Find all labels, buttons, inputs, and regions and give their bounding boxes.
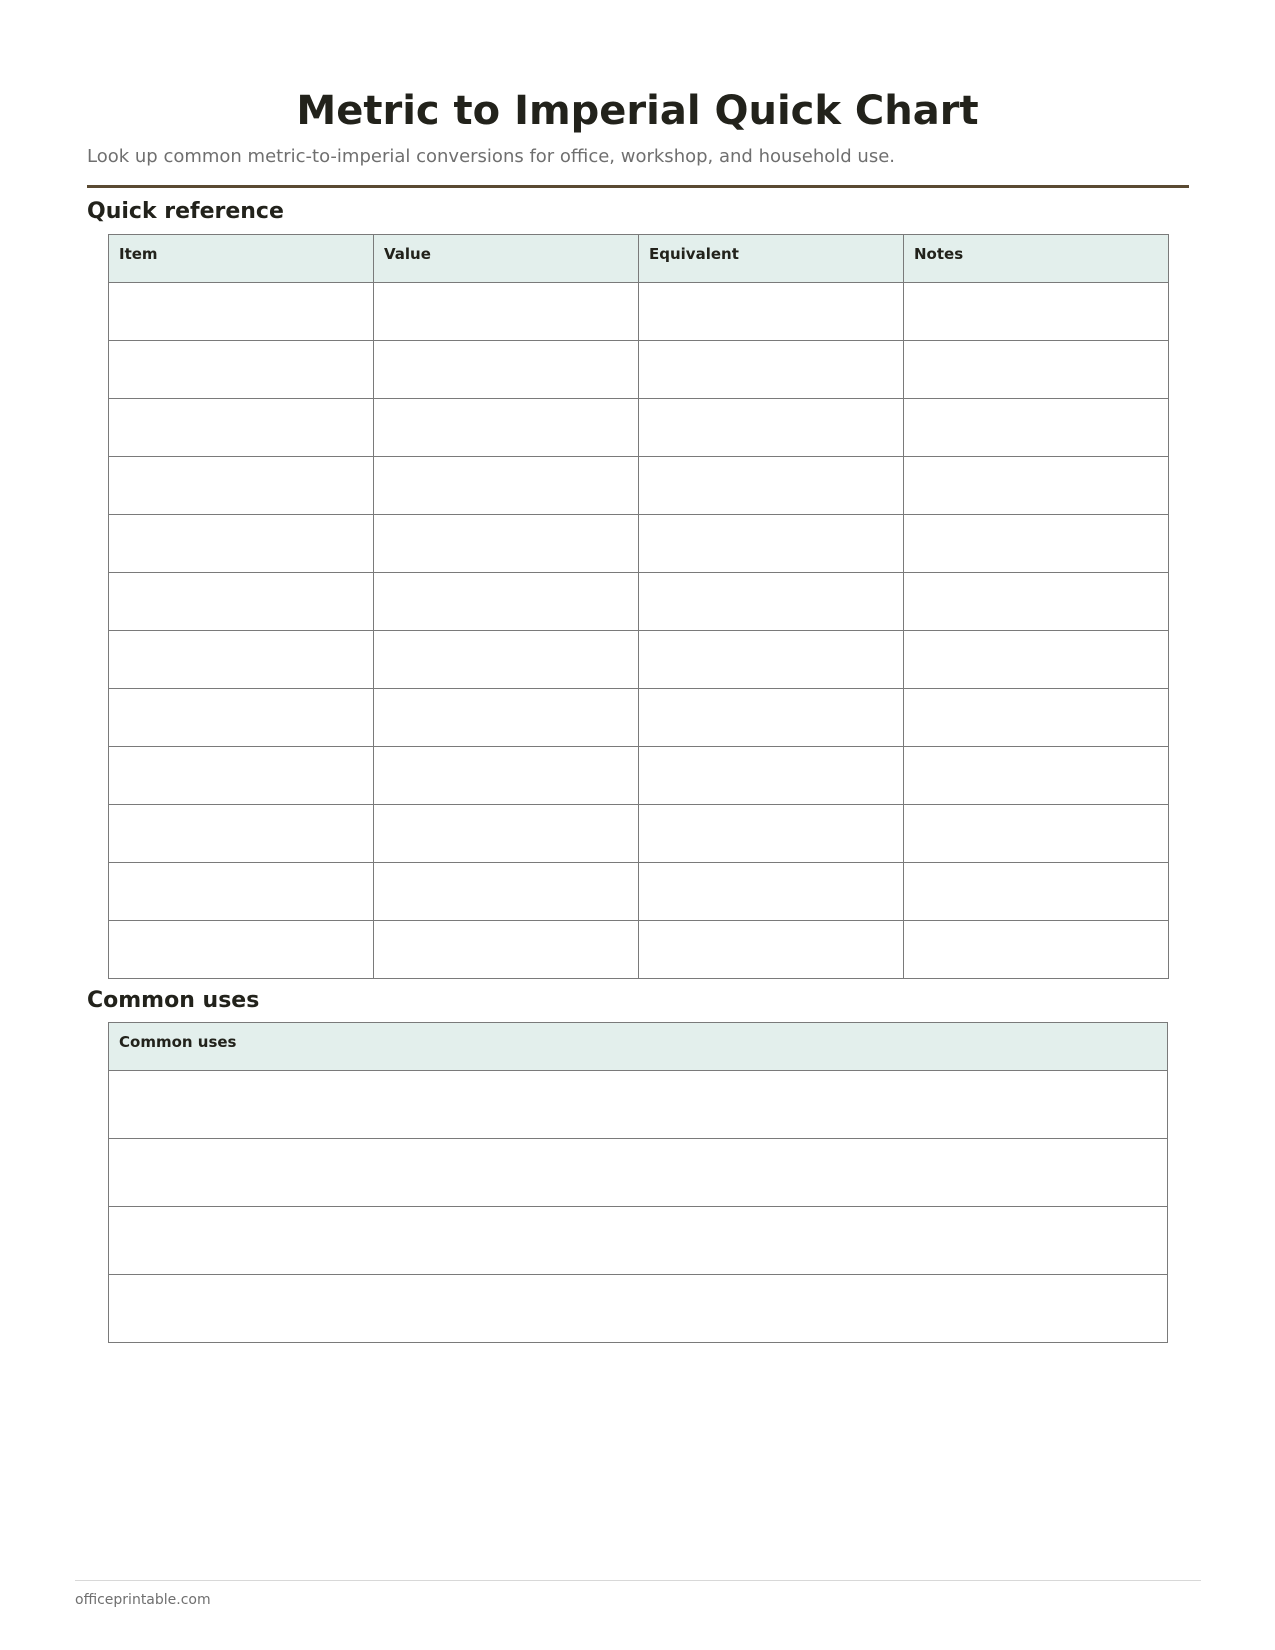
table-row [109, 921, 1169, 979]
blank-cell[interactable] [639, 399, 904, 457]
blank-cell[interactable] [904, 457, 1169, 515]
blank-cell[interactable] [109, 631, 374, 689]
blank-cell[interactable] [904, 689, 1169, 747]
blank-cell[interactable] [904, 399, 1169, 457]
table-row [109, 1275, 1168, 1343]
blank-cell[interactable] [109, 1275, 1168, 1343]
common-uses-table [108, 1022, 1168, 1343]
blank-cell[interactable] [639, 457, 904, 515]
blank-cell[interactable] [374, 747, 639, 805]
blank-cell[interactable] [109, 457, 374, 515]
table-row [109, 747, 1169, 805]
table-row [109, 341, 1169, 399]
table-row [109, 1071, 1168, 1139]
blank-cell[interactable] [374, 631, 639, 689]
blank-cell[interactable] [374, 689, 639, 747]
blank-cell[interactable] [639, 283, 904, 341]
table-row [109, 863, 1169, 921]
table-row [109, 805, 1169, 863]
blank-cell[interactable] [904, 921, 1169, 979]
table-row [109, 631, 1169, 689]
table-row [109, 689, 1169, 747]
blank-cell[interactable] [904, 341, 1169, 399]
table-header-row [109, 1023, 1168, 1071]
blank-cell[interactable] [109, 747, 374, 805]
footer-site-name: officeprintable.com [75, 1592, 211, 1608]
table-row [109, 399, 1169, 457]
blank-cell[interactable] [374, 863, 639, 921]
blank-cell[interactable] [109, 689, 374, 747]
blank-cell[interactable] [374, 399, 639, 457]
table-row [109, 457, 1169, 515]
column-header-equivalent: Equivalent [639, 235, 904, 283]
blank-cell[interactable] [904, 805, 1169, 863]
column-header-notes: Notes [904, 235, 1169, 283]
blank-cell[interactable] [374, 805, 639, 863]
blank-cell[interactable] [109, 283, 374, 341]
quick-reference-body [109, 283, 1169, 979]
blank-cell[interactable] [374, 283, 639, 341]
column-header-value: Value [374, 235, 639, 283]
blank-cell[interactable] [639, 631, 904, 689]
column-header-item: Item [109, 235, 374, 283]
title-divider [87, 185, 1189, 188]
blank-cell[interactable] [904, 283, 1169, 341]
blank-cell[interactable] [639, 747, 904, 805]
blank-cell[interactable] [109, 1139, 1168, 1207]
column-header-common-uses: Common uses [109, 1023, 1168, 1071]
blank-cell[interactable] [109, 515, 374, 573]
blank-cell[interactable] [374, 457, 639, 515]
blank-cell[interactable] [109, 341, 374, 399]
blank-cell[interactable] [374, 573, 639, 631]
page-title: Metric to Imperial Quick Chart [296, 88, 979, 134]
blank-cell[interactable] [904, 573, 1169, 631]
table-row [109, 283, 1169, 341]
blank-cell[interactable] [109, 863, 374, 921]
blank-cell[interactable] [109, 805, 374, 863]
table-row [109, 515, 1169, 573]
section-title-common-uses: Common uses [87, 988, 260, 1013]
common-uses-body [109, 1071, 1168, 1343]
section-title-quick-reference: Quick reference [87, 199, 284, 224]
table-row [109, 573, 1169, 631]
blank-cell[interactable] [639, 573, 904, 631]
blank-cell[interactable] [109, 921, 374, 979]
quick-reference-table [108, 234, 1169, 979]
table-header-row [109, 235, 1169, 283]
blank-cell[interactable] [904, 863, 1169, 921]
table-row [109, 1207, 1168, 1275]
blank-cell[interactable] [639, 805, 904, 863]
blank-cell[interactable] [904, 747, 1169, 805]
blank-cell[interactable] [904, 515, 1169, 573]
table-row [109, 1139, 1168, 1207]
blank-cell[interactable] [374, 341, 639, 399]
blank-cell[interactable] [639, 689, 904, 747]
blank-cell[interactable] [639, 341, 904, 399]
blank-cell[interactable] [639, 921, 904, 979]
footer-divider [75, 1580, 1201, 1581]
blank-cell[interactable] [109, 1071, 1168, 1139]
blank-cell[interactable] [109, 573, 374, 631]
blank-cell[interactable] [109, 399, 374, 457]
blank-cell[interactable] [374, 921, 639, 979]
blank-cell[interactable] [904, 631, 1169, 689]
blank-cell[interactable] [639, 515, 904, 573]
blank-cell[interactable] [374, 515, 639, 573]
page-subtitle: Look up common metric-to-imperial conversions for office, workshop, and household use. [87, 146, 895, 167]
blank-cell[interactable] [109, 1207, 1168, 1275]
blank-cell[interactable] [639, 863, 904, 921]
